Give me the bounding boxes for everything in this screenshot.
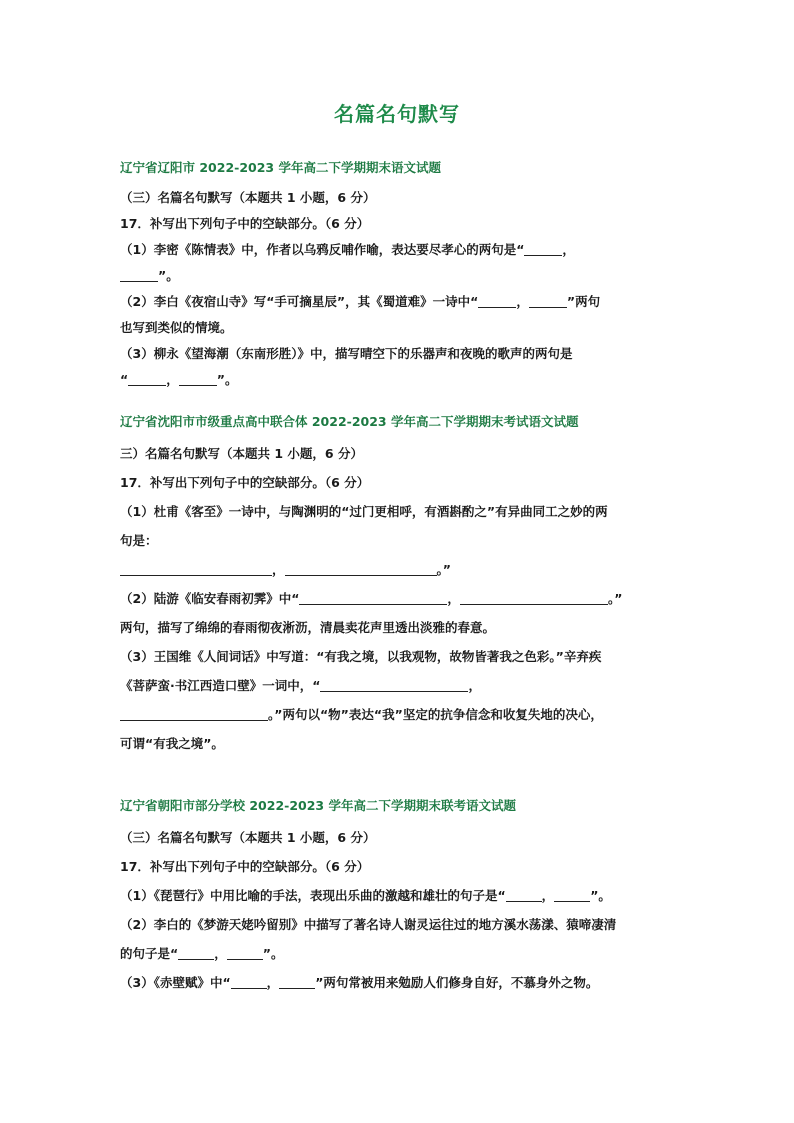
answer-blank[interactable]: [320, 676, 468, 692]
item-2-line-1: （2）李白《夜宿山寺》写“手可摘星辰”，其《蜀道难》一诗中“ ， ”两句: [120, 294, 601, 309]
section-source: 辽宁省沈阳市市级重点高中联合体 2022-2023 学年高二下学期期末考试语文试题: [120, 414, 579, 429]
answer-blank[interactable]: [120, 705, 268, 721]
answer-blank[interactable]: [506, 886, 542, 902]
answer-blank[interactable]: [231, 973, 267, 989]
item-3-line-1: （3）王国维《人间词话》中写道：“有我之境，以我观物，故物皆著我之色彩。”辛弃疾: [120, 649, 602, 664]
answer-blank[interactable]: [120, 266, 158, 282]
section-header: （三）名篇名句默写（本题共 1 小题，6 分）: [120, 190, 376, 205]
item-1-line-2: ”。: [120, 263, 680, 289]
item-1-line-3: ， 。”: [120, 555, 680, 584]
item-1-line-1: （1）《琵琶行》中用比喻的手法，表现出乐曲的激越和雄壮的句子是“ ， ”。: [120, 888, 611, 903]
answer-blank[interactable]: [227, 944, 263, 960]
answer-blank[interactable]: [128, 370, 166, 386]
question-prompt: 17．补写出下列句子中的空缺部分。（6 分）: [120, 475, 370, 490]
section-header: （三）名篇名句默写（本题共 1 小题，6 分）: [120, 830, 376, 845]
item-2-line-1: （2）陆游《临安春雨初霁》中“ ， 。”: [120, 591, 623, 606]
item-2-line-2: 两句，描写了绵绵的春雨彻夜淅沥，清晨卖花声里透出淡雅的春意。: [120, 620, 496, 635]
item-3-line-3: 。”两句以“物”表达“我”坚定的抗争信念和收复失地的决心，: [120, 700, 680, 729]
item-1-line-1: （1）杜甫《客至》一诗中，与陶渊明的“过门更相呼，有酒斟酌之”有异曲同工之妙的两: [120, 504, 608, 519]
exam-section-liaoyang: [120, 157, 680, 393]
item-1-line-2: 句是：: [120, 533, 158, 548]
exam-section-shenyang: [120, 411, 680, 758]
section-source: 辽宁省辽阳市 2022-2023 学年高二下学期期末语文试题: [120, 160, 441, 175]
exam-section-chaoyang: [120, 795, 680, 997]
answer-blank[interactable]: [285, 560, 437, 576]
section-header: 三）名篇名句默写（本题共 1 小题，6 分）: [120, 446, 363, 461]
item-3-line-1: （3）柳永《望海潮（东南形胜）》中，描写晴空下的乐器声和夜晚的歌声的两句是: [120, 346, 573, 361]
question-prompt: 17．补写出下列句子中的空缺部分。（6 分）: [120, 859, 370, 874]
answer-blank[interactable]: [478, 292, 516, 308]
answer-blank[interactable]: [279, 973, 315, 989]
answer-blank[interactable]: [178, 944, 214, 960]
answer-blank[interactable]: [554, 886, 590, 902]
answer-blank[interactable]: [299, 589, 447, 605]
answer-blank[interactable]: [179, 370, 217, 386]
answer-blank[interactable]: [460, 589, 608, 605]
item-3-line-2: “ ， ”。: [120, 372, 238, 387]
page-title: 名篇名句默写: [334, 102, 460, 126]
item-1-line-1: （1）李密《陈情表》中，作者以乌鸦反哺作喻，表达要尽孝心的两句是“ ，: [120, 242, 575, 257]
answer-blank[interactable]: [524, 240, 562, 256]
answer-blank[interactable]: [529, 292, 567, 308]
item-3-line-1: （3）《赤壁赋》中“ ， ”两句常被用来勉励人们修身自好，不慕身外之物。: [120, 975, 599, 990]
item-2-line-2: 的句子是“ ， ”。: [120, 946, 284, 961]
item-2-line-2: 也写到类似的情境。: [120, 320, 233, 335]
item-3-line-4: 可谓“有我之境”。: [120, 736, 224, 751]
question-prompt: 17．补写出下列句子中的空缺部分。（6 分）: [120, 216, 370, 231]
item-2-line-1: （2）李白的《梦游天姥吟留别》中描写了著名诗人谢灵运往过的地方溪水荡漾、猿啼凄清: [120, 917, 617, 932]
answer-blank[interactable]: [120, 560, 272, 576]
item-3-line-2: 《菩萨蛮·书江西造口壁》一词中，“ ，: [120, 678, 481, 693]
section-source: 辽宁省朝阳市部分学校 2022-2023 学年高二下学期期末联考语文试题: [120, 798, 516, 813]
